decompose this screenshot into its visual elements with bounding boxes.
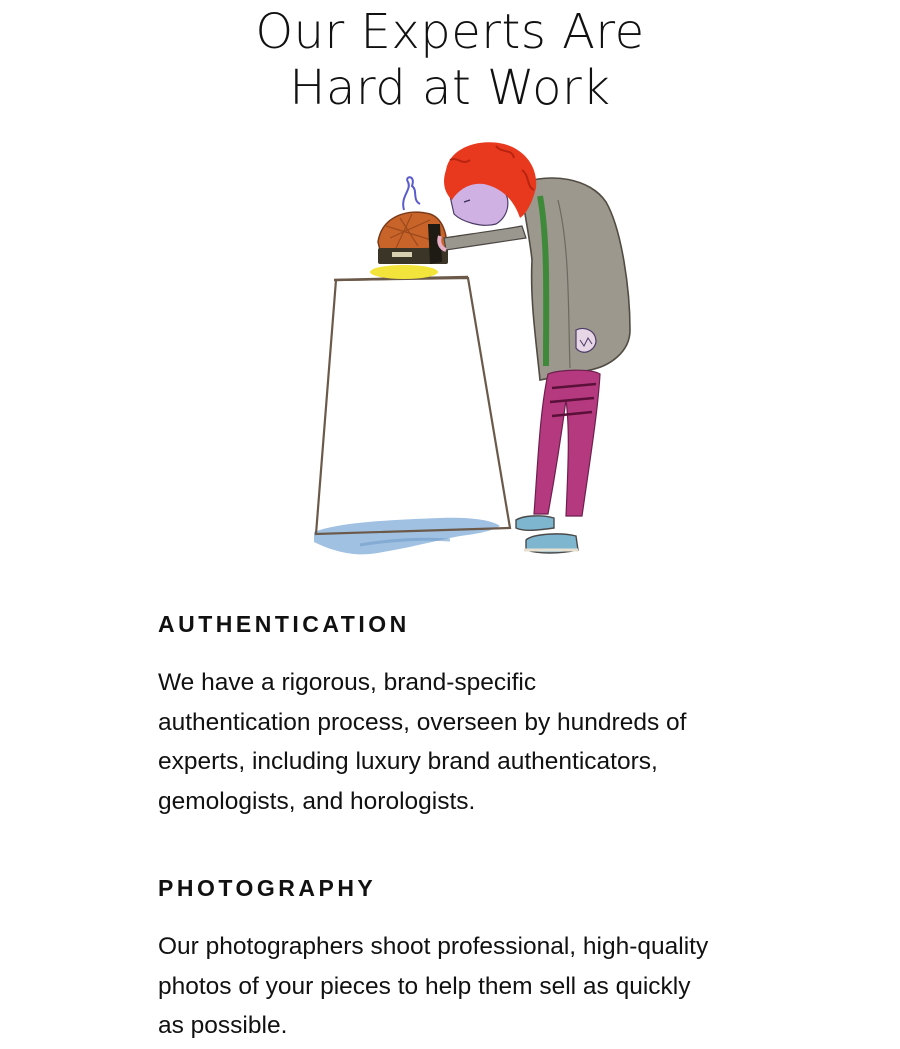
yellow-base bbox=[370, 265, 438, 279]
pants bbox=[534, 370, 600, 516]
photography-heading: PHOTOGRAPHY bbox=[158, 875, 377, 901]
page-title-line-2: Hard at Work bbox=[289, 60, 611, 116]
authentication-line-2: authentication process, overseen by hundreds of bbox=[158, 708, 687, 736]
authentication-description bbox=[158, 663, 838, 821]
arm bbox=[444, 226, 526, 250]
photography-line-3: as possible. bbox=[158, 1012, 288, 1039]
page-title bbox=[0, 4, 900, 116]
handbag-handle bbox=[403, 177, 420, 210]
shoe-left bbox=[516, 516, 554, 530]
authentication-line-3: experts, including luxury brand authenticators, bbox=[158, 748, 658, 775]
photography-line-1: Our photographers shoot professional, high-quality bbox=[158, 933, 709, 960]
floor-puddle bbox=[314, 518, 500, 555]
authentication-line-4: gemologists, and horologists. bbox=[158, 787, 476, 815]
page-title-line-1: Our Experts Are bbox=[255, 4, 645, 60]
photography-description bbox=[158, 927, 838, 1046]
expert-inspecting-handbag-illustration bbox=[300, 130, 640, 570]
authentication-line-1: We have a rigorous, brand-specific bbox=[158, 669, 537, 696]
coat bbox=[520, 178, 630, 380]
authentication-section bbox=[158, 610, 838, 821]
photography-line-2: photos of your pieces to help them sell as quickly bbox=[158, 972, 691, 1000]
pedestal bbox=[316, 278, 510, 534]
authentication-heading: AUTHENTICATION bbox=[158, 611, 410, 637]
photography-section bbox=[158, 874, 838, 1046]
